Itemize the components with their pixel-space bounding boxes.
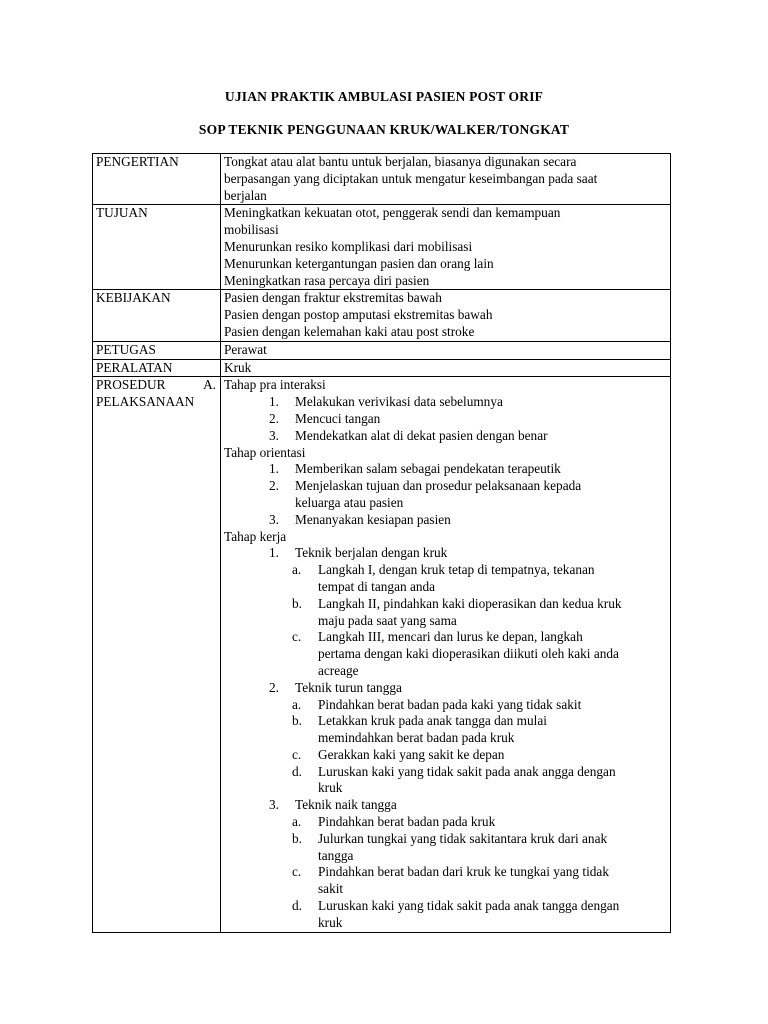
- sub-item: d. Luruskan kaki yang tidak sakit pada anak angga dengan: [292, 763, 616, 779]
- document-title: UJIAN PRAKTIK AMBULASI PASIEN POST ORIF: [224, 89, 544, 104]
- stage-heading: Tahap orientasi: [224, 444, 306, 460]
- list-item: 2. Teknik turun tangga: [269, 679, 402, 695]
- sub-item: d. Luruskan kaki yang tidak sakit pada anak tangga dengan: [292, 898, 620, 914]
- row-content: Perawat: [221, 341, 671, 359]
- stage-heading: Tahap pra interaksi: [224, 377, 326, 393]
- sub-item: c. Gerakkan kaki yang sakit ke depan: [292, 746, 505, 762]
- list-item-continuation: keluarga atau pasien: [295, 494, 404, 510]
- text-line: berpasangan yang diciptakan untuk mengatur keseimbangan pada saat: [224, 170, 598, 186]
- sub-item: c. Pindahkan berat badan dari kruk ke tungkai yang tidak: [292, 864, 609, 880]
- list-item: 3. Menanyakan kesiapan pasien: [269, 511, 451, 527]
- row-pengertian: [93, 154, 671, 205]
- sub-item-continuation: kruk: [318, 914, 343, 930]
- row-petugas: [93, 341, 671, 359]
- sub-item-continuation: sakit: [318, 881, 344, 897]
- label-section-a: A.: [203, 377, 216, 393]
- sub-item: a. Pindahkan berat badan pada kruk: [292, 814, 496, 830]
- sub-item-continuation: maju pada saat yang sama: [318, 612, 457, 628]
- text-line: Meningkatkan kekuatan otot, penggerak sendi dan kemampuan: [224, 205, 561, 221]
- text-line: Menurunkan ketergantungan pasien dan orang lain: [224, 255, 494, 271]
- sub-item-continuation: pertama dengan kaki dioperasikan diikuti oleh kaki anda: [318, 646, 619, 662]
- list-item: 1. Teknik berjalan dengan kruk: [269, 545, 448, 561]
- row-content: [221, 377, 671, 932]
- text-line: Pasien dengan fraktur ekstremitas bawah: [224, 290, 442, 306]
- row-label: PETUGAS: [93, 341, 221, 359]
- text-line: Meningkatkan rasa percaya diri pasien: [224, 272, 430, 288]
- sub-item: a. Pindahkan berat badan pada kaki yang tidak sakit: [292, 696, 582, 712]
- stage-heading: Tahap kerja: [224, 528, 287, 544]
- row-prosedur: [93, 377, 671, 932]
- text-line: Pasien dengan kelemahan kaki atau post stroke: [224, 323, 475, 339]
- row-content: Kruk: [221, 359, 671, 377]
- label-prosedur: PROSEDUR: [96, 377, 166, 393]
- text-line: Tongkat atau alat bantu untuk berjalan, biasanya digunakan secara: [224, 154, 577, 169]
- text-line: Pasien dengan postop amputasi ekstremitas bawah: [224, 307, 493, 323]
- text-line: mobilisasi: [224, 222, 279, 238]
- row-label: KEBIJAKAN: [93, 290, 221, 341]
- list-item: 1. Memberikan salam sebagai pendekatan terapeutik: [269, 461, 561, 477]
- row-label: PERALATAN: [93, 359, 221, 377]
- row-content: [221, 205, 671, 290]
- sub-item: b. Letakkan kruk pada anak tangga dan mulai: [292, 713, 547, 729]
- list-item: 1. Melakukan verivikasi data sebelumnya: [269, 394, 503, 410]
- sop-table: [92, 153, 671, 933]
- sub-item-continuation: tangga: [318, 847, 354, 863]
- sub-item: a. Langkah I, dengan kruk tetap di tempatnya, tekanan: [292, 562, 595, 578]
- row-kebijakan: [93, 290, 671, 341]
- sub-item: b. Julurkan tungkai yang tidak sakitantara kruk dari anak: [292, 830, 608, 846]
- row-content: [221, 154, 671, 205]
- text-line: berjalan: [224, 187, 267, 203]
- sub-item-continuation: tempat di tangan anda: [318, 578, 436, 594]
- row-label: TUJUAN: [93, 205, 221, 290]
- row-content: [221, 290, 671, 341]
- row-tujuan: [93, 205, 671, 290]
- row-label: PENGERTIAN: [93, 154, 221, 205]
- list-item: 3. Teknik naik tangga: [269, 797, 397, 813]
- sub-item-continuation: acreage: [318, 662, 359, 678]
- list-item: 2. Mencuci tangan: [269, 410, 381, 426]
- sub-item-continuation: kruk: [318, 780, 343, 796]
- text-line: Menurunkan resiko komplikasi dari mobilisasi: [224, 238, 473, 254]
- list-item: 2. Menjelaskan tujuan dan prosedur pelaksanaan kepada: [269, 478, 582, 494]
- label-pelaksanaan: PELAKSANAAN: [96, 394, 195, 410]
- row-peralatan: [93, 359, 671, 377]
- row-label: [93, 377, 221, 932]
- sub-item: c. Langkah III, mencari dan lurus ke depan, langkah: [292, 629, 583, 645]
- list-item: 3. Mendekatkan alat di dekat pasien dengan benar: [269, 427, 548, 443]
- sub-item-continuation: memindahkan berat badan pada kruk: [318, 730, 515, 746]
- sub-item: b. Langkah II, pindahkan kaki dioperasikan dan kedua kruk: [292, 595, 622, 611]
- document-subtitle: SOP TEKNIK PENGGUNAAN KRUK/WALKER/TONGKAT: [198, 122, 570, 137]
